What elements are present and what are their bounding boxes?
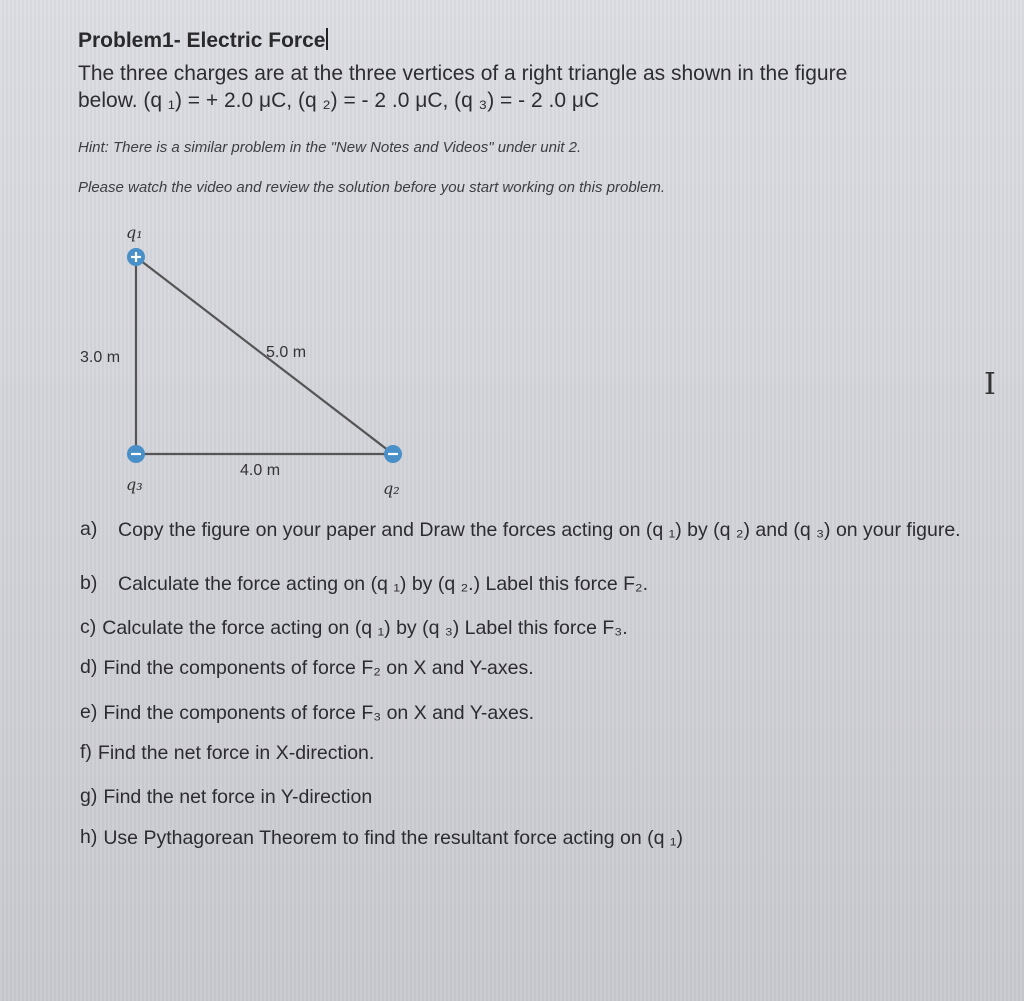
- question-text: Use Pythagorean Theorem to find the resultant force acting on (q ₁): [103, 827, 683, 849]
- question-b: [80, 572, 1000, 597]
- question-letter: b): [80, 572, 98, 594]
- problem-title-text: Problem1- Electric Force: [78, 29, 326, 52]
- question-letter: d): [80, 656, 98, 678]
- question-text: Find the components of force F₂ on X and Y-axes.: [103, 657, 534, 679]
- hint-line-1: Hint: There is a similar problem in the "New Notes and Videos" under unit 2.: [78, 139, 582, 156]
- question-text: Find the components of force F₃ on X and Y-axes.: [103, 702, 535, 724]
- question-c: [80, 616, 1000, 641]
- question-text: Calculate the force acting on (q ₁) by (q ₂.) Label this force F₂.: [118, 573, 649, 595]
- question-letter: h): [80, 826, 98, 848]
- hypotenuse-side: [136, 257, 393, 454]
- hint-line-2: Please watch the video and review the solution before you start working on this problem.: [78, 179, 665, 196]
- q1-charge-icon: [127, 248, 145, 266]
- question-letter: c): [80, 616, 97, 638]
- hypotenuse-label: 5.0 m: [266, 344, 307, 361]
- question-e: [80, 701, 1000, 726]
- q2-charge-icon: [384, 445, 402, 463]
- q2-label: q₂: [383, 479, 400, 498]
- q1-label: q₁: [126, 223, 143, 242]
- question-text: Copy the figure on your paper and Draw the forces acting on (q ₁) by (q ₂) and (q ₃) on your figure.: [118, 519, 961, 541]
- question-f: [80, 741, 1000, 766]
- text-cursor-icon: I: [984, 367, 996, 402]
- intro-line-1: The three charges are at the three vertices of a right triangle as shown in the figure: [78, 62, 848, 85]
- question-text: Find the net force in Y-direction: [103, 786, 373, 808]
- horizontal-side-label: 4.0 m: [240, 462, 281, 479]
- question-h: [80, 826, 1000, 851]
- question-text: Calculate the force acting on (q ₁) by (q ₃) Label this force F₃.: [102, 617, 628, 639]
- question-letter: e): [80, 701, 98, 723]
- question-text: Find the net force in X-direction.: [97, 742, 375, 764]
- question-d: [80, 656, 1000, 681]
- question-a: [80, 518, 1000, 543]
- question-letter: g): [80, 785, 98, 807]
- question-letter: a): [80, 518, 98, 540]
- q3-charge-icon: [127, 445, 145, 463]
- intro-line-2: below. (q ₁) = + 2.0 μC, (q ₂) = - 2 .0 μC, (q ₃) = - 2 .0 μC: [78, 89, 600, 112]
- q3-label: q₃: [126, 475, 143, 494]
- question-letter: f): [80, 741, 92, 763]
- vertical-side-label: 3.0 m: [80, 349, 121, 366]
- question-g: [80, 785, 1000, 810]
